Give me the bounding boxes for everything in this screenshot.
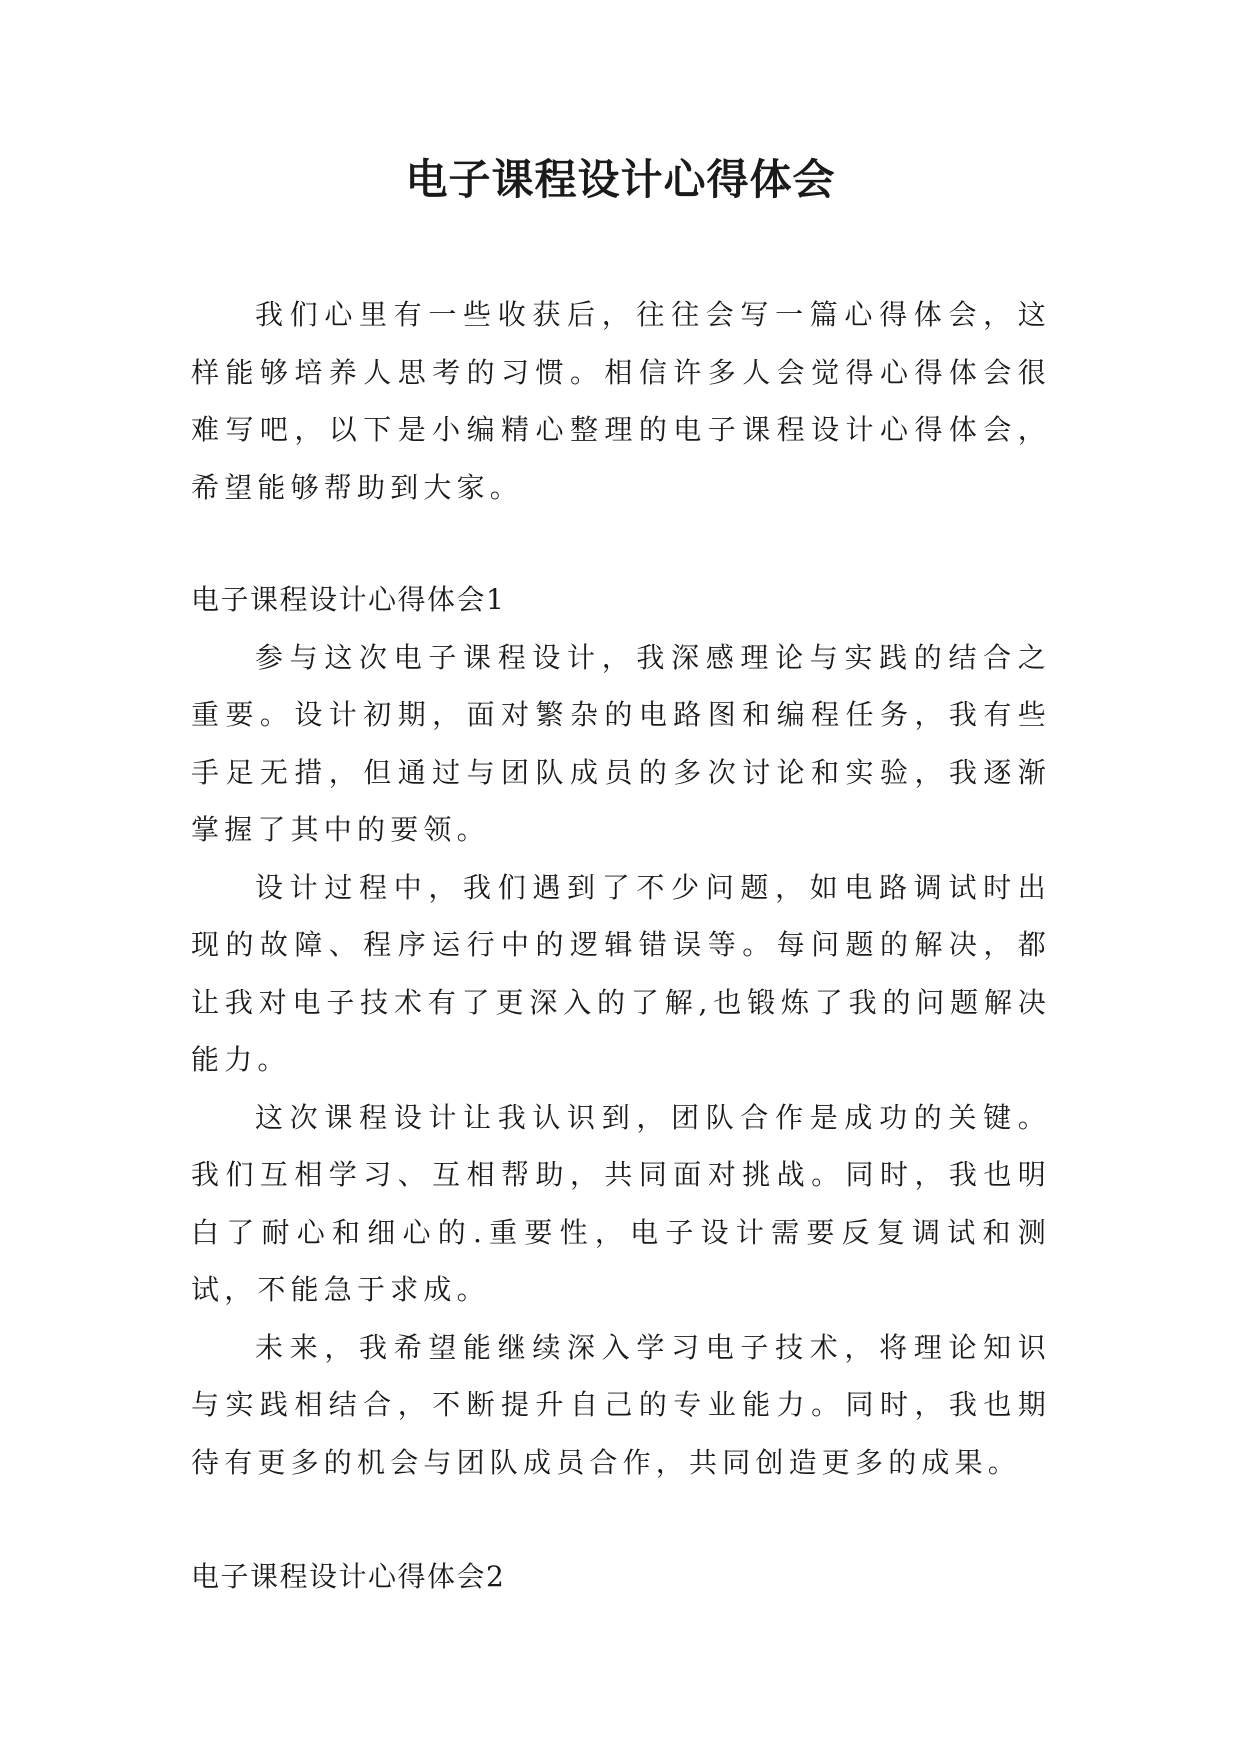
document-title: 电子课程设计心得体会: [405, 155, 836, 204]
section-heading-2: 电子课程设计心得体会2: [191, 1560, 506, 1593]
intro-paragraph: 我们心里有一些收获后，往往会写一篇心得体会，这样能够培养人思考的习惯。相信许多人会觉得心得体会很难写吧，以下是小编精心整理的电子课程设计心得体会，希望能够帮助到大家。: [191, 298, 1051, 504]
section-1-paragraph-1: 参与这次电子课程设计，我深感理论与实践的结合之重要。设计初期，面对繁杂的电路图和编程任务，我有些手足无措，但通过与团队成员的多次讨论和实验，我逐渐掌握了其中的要领。: [191, 640, 1051, 846]
section-heading-1: 电子课程设计心得体会1: [191, 583, 506, 616]
spacer: [191, 516, 1051, 571]
section-1-paragraph-3: 这次课程设计让我认识到，团队合作是成功的关键。我们互相学习、互相帮助，共同面对挑战。同时，我也明白了耐心和细心的.重要性，电子设计需要反复调试和测试，不能急于求成。: [191, 1100, 1051, 1306]
spacer: [191, 1491, 1051, 1548]
section-1-paragraph-2: 设计过程中，我们遇到了不少问题，如电路调试时出现的故障、程序运行中的逻辑错误等。每问题的解决，都让我对电子技术有了更深入的了解,也锻炼了我的问题解决能力。: [191, 870, 1051, 1076]
document-body: [191, 286, 1051, 1606]
section-1-paragraph-4: 未来，我希望能继续深入学习电子技术，将理论知识与实践相结合，不断提升自己的专业能力。同时，我也期待有更多的机会与团队成员合作，共同创造更多的成果。: [191, 1330, 1051, 1479]
